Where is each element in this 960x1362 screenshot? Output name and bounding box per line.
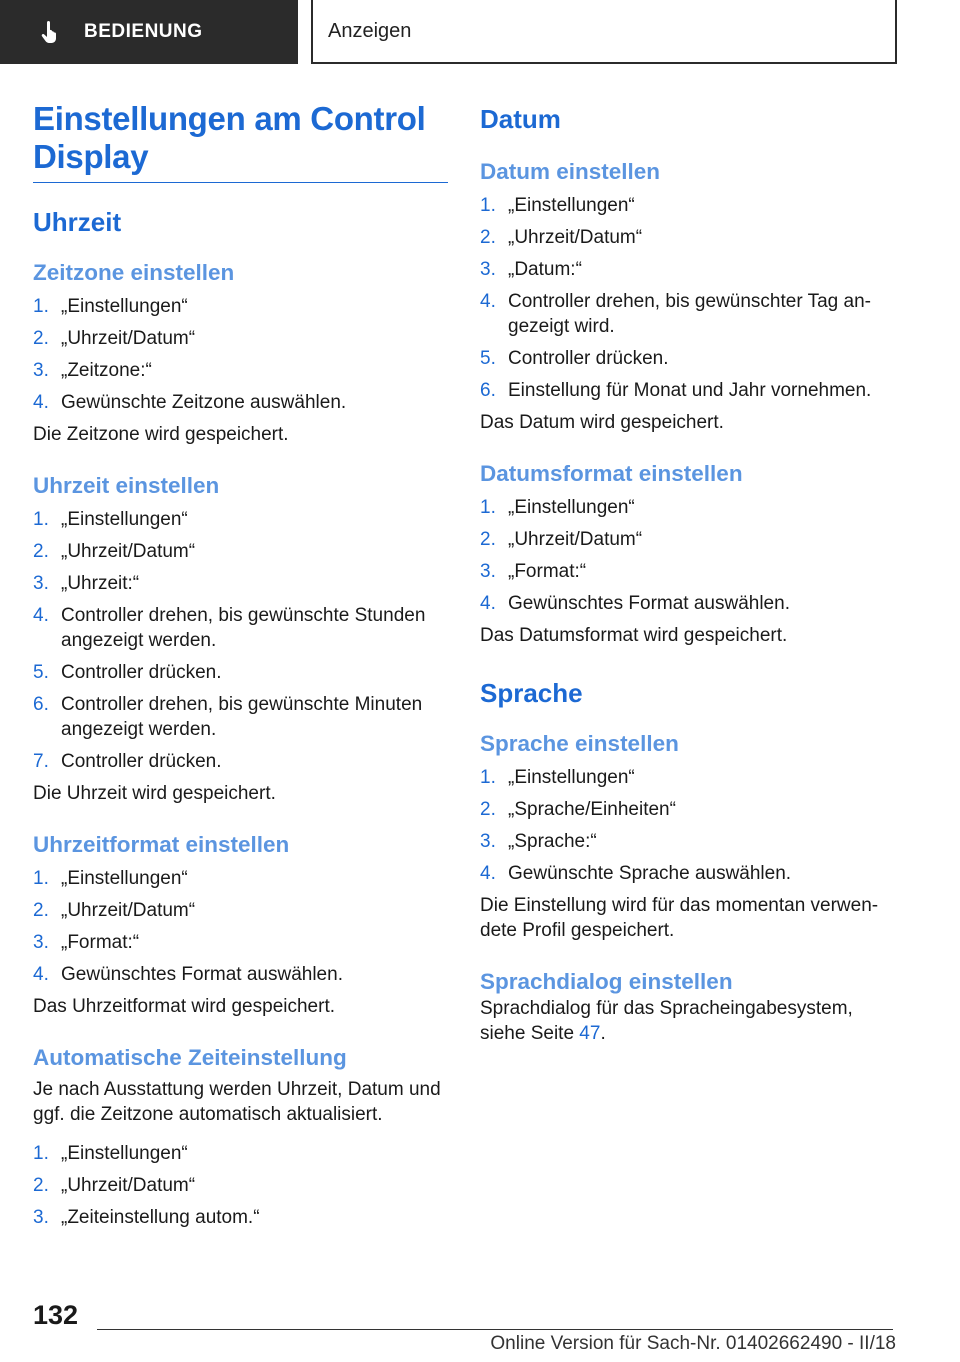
step-text: Controller drehen, bis gewünschte Minuten angezeigt werden. — [61, 694, 423, 740]
chapter-tab — [311, 0, 897, 64]
left-column — [33, 100, 448, 1237]
step-text: „Uhrzeit/Datum“ — [61, 541, 196, 562]
step-text: Gewünschtes Format auswählen. — [508, 593, 790, 614]
step-number: 2. — [33, 541, 49, 562]
list-item — [480, 378, 900, 403]
note-uhrzeit: Die Uhrzeit wird gespeichert. — [33, 783, 276, 804]
step-number: 1. — [480, 497, 496, 518]
step-text: „Uhrzeit/Datum“ — [61, 900, 196, 921]
step-number: 2. — [480, 529, 496, 550]
list-item — [480, 225, 900, 250]
heading-datum: Datum — [480, 104, 561, 134]
step-text: „Einstellungen“ — [61, 868, 188, 889]
note-uhrzeitformat: Das Uhrzeitformat wird gespeichert. — [33, 996, 335, 1017]
step-number: 4. — [33, 605, 49, 626]
step-number: 1. — [480, 195, 496, 216]
list-item — [480, 257, 900, 282]
step-text: „Format:“ — [61, 932, 140, 953]
step-text: Controller drehen, bis gewünschter Tag angezeigt wird. — [508, 291, 871, 337]
step-number: 3. — [33, 1207, 49, 1228]
steps-uhrzeit — [33, 507, 448, 774]
step-text: Gewünschte Sprache auswählen. — [508, 863, 792, 884]
list-item — [480, 559, 900, 584]
step-text: Controller drehen, bis gewünschte Stunden angezeigt werden. — [61, 605, 426, 651]
list-item — [33, 571, 448, 596]
step-text: „Uhrzeit/Datum“ — [508, 227, 643, 248]
step-text: „Format:“ — [508, 561, 587, 582]
steps-sprache — [480, 765, 900, 886]
step-text: Einstellung für Monat und Jahr vornehmen. — [508, 380, 872, 401]
step-text: „Zeiteinstellung autom.“ — [61, 1207, 260, 1228]
heading-automatische-zeiteinstellung: Automatische Zeiteinstellung — [33, 1045, 347, 1070]
step-number: 5. — [480, 348, 496, 369]
step-text: „Sprache:“ — [508, 831, 597, 852]
step-text: „Einstellungen“ — [508, 195, 635, 216]
list-item — [480, 527, 900, 552]
list-item — [480, 346, 900, 371]
heading-uhrzeitformat: Uhrzeitformat einstellen — [33, 832, 290, 857]
list-item — [480, 193, 900, 218]
list-item — [480, 289, 900, 339]
heading-sprache: Sprache — [480, 678, 583, 708]
step-number: 2. — [33, 900, 49, 921]
list-item — [33, 962, 448, 987]
step-number: 3. — [33, 932, 49, 953]
step-text: Controller drücken. — [508, 348, 669, 369]
hand-pointer-icon — [38, 20, 62, 44]
step-text: „Einstellungen“ — [508, 497, 635, 518]
sprachdialog-text-before: Sprachdialog für das Spracheingabesystem, siehe Seite — [480, 998, 853, 1044]
list-item — [33, 539, 448, 564]
step-text: „Zeitzone:“ — [61, 360, 152, 381]
page-reference-link[interactable]: 47 — [579, 1023, 601, 1044]
list-item — [33, 1141, 448, 1166]
heading-zeitzone: Zeitzone einstellen — [33, 260, 235, 285]
step-number: 4. — [480, 863, 496, 884]
step-text: „Einstellungen“ — [61, 509, 188, 530]
list-item — [33, 390, 448, 415]
step-number: 2. — [33, 1175, 49, 1196]
heading-datumsformat: Datumsformat einstellen — [480, 461, 743, 486]
step-number: 3. — [33, 360, 49, 381]
step-text: „Einstellungen“ — [508, 767, 635, 788]
steps-automatisch — [33, 1141, 448, 1230]
footer-divider — [97, 1329, 893, 1330]
heading-sprachdialog: Sprachdialog einstellen — [480, 969, 733, 994]
list-item — [33, 930, 448, 955]
steps-zeitzone — [33, 294, 448, 415]
step-text: „Sprache/Einheiten“ — [508, 799, 676, 820]
step-number: 1. — [33, 868, 49, 889]
step-number: 4. — [480, 291, 496, 312]
steps-datumsformat — [480, 495, 900, 616]
list-item — [33, 692, 448, 742]
list-item — [33, 603, 448, 653]
page-title: Einstellungen am Control Display — [33, 100, 448, 183]
footer-version-text: Online Version für Sach-Nr. 01402662490 - II/18 — [490, 1333, 896, 1354]
step-number: 3. — [480, 259, 496, 280]
step-number: 3. — [480, 561, 496, 582]
list-item — [480, 765, 900, 790]
step-number: 4. — [33, 964, 49, 985]
list-item — [33, 660, 448, 685]
step-text: Controller drücken. — [61, 751, 222, 772]
right-column — [480, 100, 900, 1046]
step-number: 1. — [33, 1143, 49, 1164]
step-text: „Uhrzeit/Datum“ — [61, 328, 196, 349]
step-number: 3. — [33, 573, 49, 594]
section-label: BEDIENUNG — [84, 21, 203, 42]
list-item — [33, 898, 448, 923]
note-datum: Das Datum wird gespeichert. — [480, 412, 724, 433]
chapter-label: Anzeigen — [328, 19, 412, 42]
note-zeitzone: Die Zeitzone wird gespeichert. — [33, 424, 289, 445]
list-item — [480, 495, 900, 520]
list-item — [480, 829, 900, 854]
step-text: Controller drücken. — [61, 662, 222, 683]
step-number: 4. — [33, 392, 49, 413]
step-number: 2. — [480, 227, 496, 248]
step-number: 3. — [480, 831, 496, 852]
step-number: 2. — [33, 328, 49, 349]
step-number: 1. — [33, 509, 49, 530]
page-header — [0, 0, 960, 66]
step-text: „Datum:“ — [508, 259, 582, 280]
step-number: 5. — [33, 662, 49, 683]
step-text: „Uhrzeit/Datum“ — [61, 1175, 196, 1196]
list-item — [480, 797, 900, 822]
sprachdialog-text-after: . — [600, 1023, 606, 1044]
step-number: 6. — [480, 380, 496, 401]
list-item — [33, 1173, 448, 1198]
heading-uhrzeit-einstellen: Uhrzeit einstellen — [33, 473, 220, 498]
step-text: Gewünschtes Format auswählen. — [61, 964, 343, 985]
step-number: 2. — [480, 799, 496, 820]
steps-datum — [480, 193, 900, 403]
list-item — [480, 861, 900, 886]
heading-sprache-einstellen: Sprache einstellen — [480, 731, 679, 756]
step-number: 6. — [33, 694, 49, 715]
list-item — [33, 866, 448, 891]
list-item — [33, 1205, 448, 1230]
step-number: 4. — [480, 593, 496, 614]
step-text: Gewünschte Zeitzone auswählen. — [61, 392, 347, 413]
step-number: 1. — [33, 296, 49, 317]
sprachdialog-text — [480, 996, 900, 1046]
step-number: 7. — [33, 751, 49, 772]
heading-datum-einstellen: Datum einstellen — [480, 159, 661, 184]
section-tab — [0, 0, 298, 64]
step-text: „Einstellungen“ — [61, 296, 188, 317]
step-text: „Einstellungen“ — [61, 1143, 188, 1164]
note-datumsformat: Das Datumsformat wird gespeichert. — [480, 625, 788, 646]
list-item — [480, 591, 900, 616]
step-text: „Uhrzeit:“ — [61, 573, 140, 594]
list-item — [33, 294, 448, 319]
page-number: 132 — [33, 1300, 79, 1330]
step-text: „Uhrzeit/Datum“ — [508, 529, 643, 550]
steps-uhrzeitformat — [33, 866, 448, 987]
list-item — [33, 507, 448, 532]
step-number: 1. — [480, 767, 496, 788]
list-item — [33, 749, 448, 774]
note-sprache: Die Einstellung wird für das momentan verwendete Profil gespeichert. — [480, 895, 879, 941]
list-item — [33, 358, 448, 383]
list-item — [33, 326, 448, 351]
intro-automatisch: Je nach Ausstattung werden Uhrzeit, Datum und ggf. die Zeitzone automatisch aktualisiert. — [33, 1079, 441, 1125]
heading-uhrzeit: Uhrzeit — [33, 207, 122, 237]
